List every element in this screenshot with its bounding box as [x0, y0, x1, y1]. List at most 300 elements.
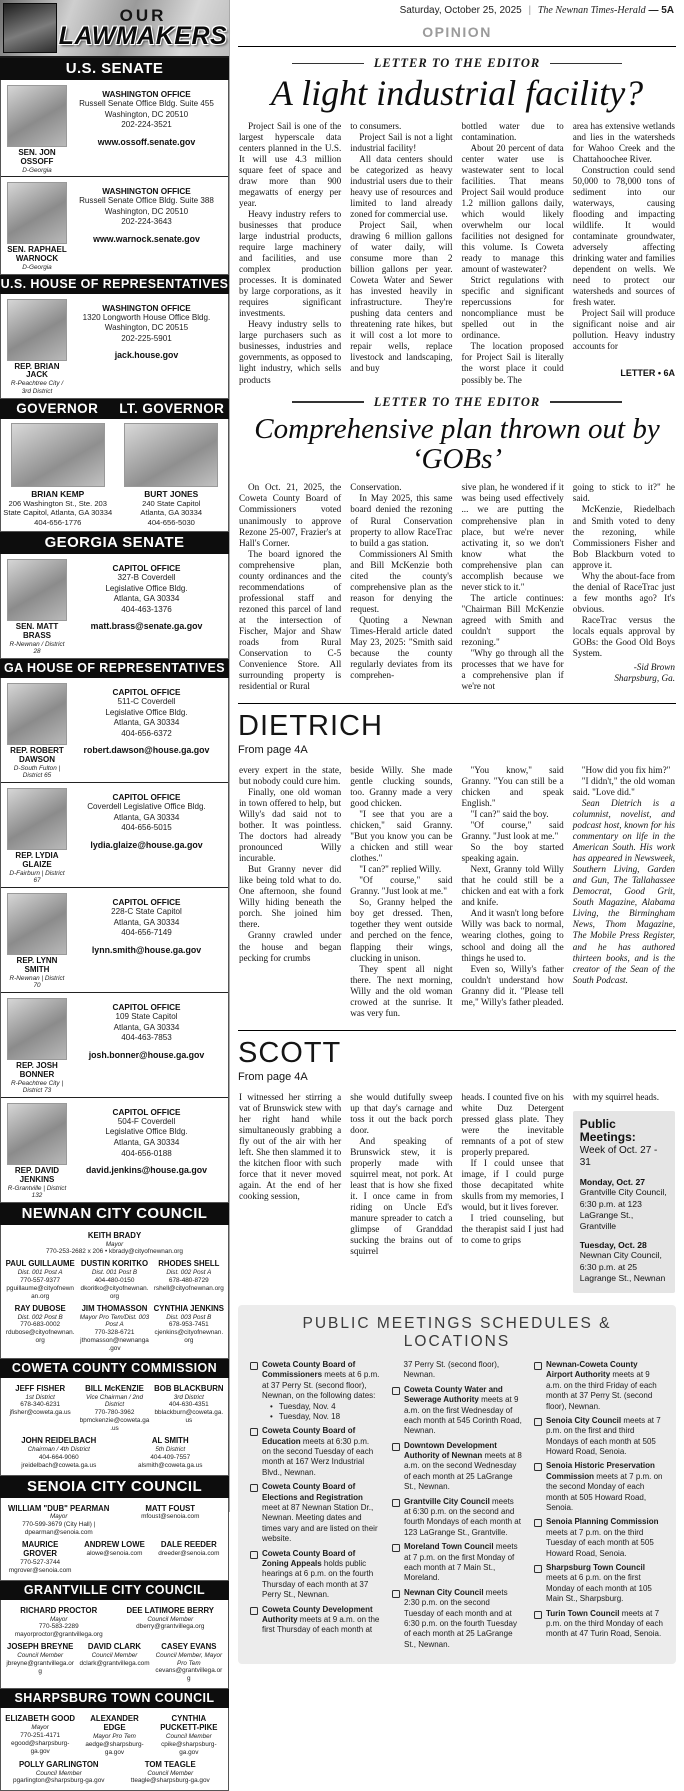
paragraph: Heavy industry sells to large purchasers such as businesses, industries and governments, as opposed to light industry, which sells products [239, 319, 342, 385]
member-name: CYNTHIA PUCKETT-PIKE [160, 1714, 218, 1733]
paragraph: sive plan, he wondered if it was being used effectively ... we are putting the comprehensive plan in place, but we're never activating it, so we don't know what the comprehensive plan can accomplish because we never stick to it." [461, 482, 564, 592]
schedules-column [392, 1360, 522, 1654]
member-contact-line: 770-251-4171 [20, 1731, 61, 1739]
official-name: SEN. RAPHAEL WARNOCK [7, 245, 67, 264]
checkbox-icon [534, 1611, 542, 1619]
official-entry [1, 554, 228, 658]
schedule-item [250, 1605, 380, 1636]
schedule-body-name: Senoia Historic Preservation Commission [546, 1461, 655, 1481]
text-columns [238, 765, 676, 1019]
member-role: Mayor [31, 1724, 49, 1732]
member-contact-line: 770-780-3962 [94, 1409, 135, 1417]
member-contact-line: 770-683-0002 [20, 1321, 61, 1329]
official-contact-line: Atlanta, GA 30334 [140, 508, 203, 518]
council-member [152, 1715, 226, 1756]
section-header: U.S. HOUSE OF REPRESENTATIVES [0, 275, 229, 294]
paragraph: Quoting a Newnan Times-Herald article dated May 23, 2025: "Smith said because the county regularly deviates from its comprehen- [350, 614, 453, 680]
schedule-item [534, 1609, 664, 1640]
member-contact-line: rshell@cityofnewnan.org [153, 1284, 224, 1292]
text-columns [238, 482, 676, 692]
official-photo-block [6, 788, 68, 885]
schedules-column [250, 1360, 380, 1654]
schedule-detail: meets at 7 p.m. on the first Monday of each month at 7 Main St., Moreland. [404, 1542, 518, 1583]
letter-kicker [238, 395, 676, 410]
official-photo-block [6, 893, 68, 990]
paragraph: I tried counseling, but the therapist said I just had to come to grips [461, 1213, 564, 1246]
paragraph: "Of course," said Granny. "Just look at me." [350, 875, 453, 897]
schedule-item [250, 1482, 380, 1544]
member-contact-line: dreeder@senoia.com [158, 1549, 220, 1557]
schedule-body-name: Newnan City Council [404, 1587, 484, 1597]
schedule-body-name: Coweta County Board of Education [262, 1426, 356, 1446]
official-party-district: R-Newnan / District 28 [9, 640, 65, 656]
signature-line: -Sid Brown [633, 661, 675, 672]
paragraph: every expert in the state, but nobody could cure him. [239, 765, 342, 787]
schedules-column [534, 1360, 664, 1654]
office-label: CAPITOL OFFICE [112, 564, 181, 574]
council-member [3, 1643, 77, 1683]
member-name: RICHARD PROCTOR [20, 1605, 98, 1615]
official-link: josh.bonner@house.ga.gov [88, 1049, 205, 1060]
schedule-item [250, 1549, 380, 1601]
member-contact-line: jreidelbach@coweta.ga.us [21, 1461, 97, 1469]
council-member [3, 1761, 115, 1786]
meeting-day: Monday, Oct. 27 [579, 1177, 646, 1188]
member-contact-line: pguillaume@cityofnewnan.org [6, 1284, 74, 1300]
schedule-item [392, 1542, 522, 1584]
member-role: 5th District [155, 1445, 186, 1453]
official-entry [1, 176, 228, 273]
member-contact-line: 770-557-9377 [20, 1276, 61, 1284]
paragraph: I witnessed her stirring a vat of Brunswick stew with her right hand while simultaneously grabbing a fly out of the air with her left. She then slammed it to the kitchen floor with such force that it never moved again. At the end of her cooking session, [239, 1091, 342, 1202]
council-row [3, 1643, 226, 1683]
official-link: www.warnock.senate.gov [93, 233, 200, 244]
meeting-day: Tuesday, Oct. 28 [579, 1240, 647, 1251]
schedule-item [250, 1360, 380, 1422]
official-contact-line: Washington, DC 20510 [104, 109, 189, 119]
member-contact-line: jbreyne@grantvillega.org [6, 1659, 74, 1675]
member-name: DEE LATIMORE BERRY [126, 1605, 214, 1615]
member-contact-line: dkoritko@cityofnewnan.org [80, 1284, 149, 1300]
paragraph: "Why go through all the processes that we have for a comprehensive plan if we're not [461, 647, 564, 691]
official-link: robert.dawson@house.ga.gov [83, 745, 210, 756]
member-role: Dist. 002 Post A [166, 1269, 212, 1277]
council-member [152, 1643, 226, 1683]
checkbox-icon [250, 1551, 258, 1559]
official-photo-block [6, 85, 68, 174]
schedule-text [404, 1542, 522, 1584]
official-entry [1, 782, 228, 887]
continued-column-scott [238, 1036, 676, 1293]
council-member [3, 1385, 77, 1433]
official-contact-block [68, 299, 225, 396]
checkbox-icon [534, 1362, 542, 1370]
official-contact-line: Atlanta, GA 30334 [113, 594, 180, 604]
official-contact-line: 109 State Capitol [115, 1011, 178, 1021]
council-row [3, 1305, 226, 1353]
official-contact-line: 228-C State Capitol [111, 907, 182, 917]
office-label: WASHINGTON OFFICE [102, 90, 191, 99]
paragraph: Project Sail is one of the largest hyperscale data centers planned in the U.S. It will use 4.3 million square feet of space and draw more than 900 megawatts of energy per year. [239, 120, 342, 209]
council-member [3, 1260, 77, 1301]
member-contact-line: alowe@senoia.com [86, 1549, 143, 1557]
text-column [350, 765, 452, 1019]
schedule-text [546, 1517, 664, 1559]
paragraph: Finally, one old woman in town offered to help, but Willy's dad said not to bother. It was pointless. The doctors had already pronounced Willy incurable. [239, 787, 342, 864]
official-party-district: D-Georgia [22, 166, 52, 174]
paragraph: Sean Dietrich is a columnist, novelist, and podcast host, known for his commentary on life in the American South. His work has appeared in Newsweek, Southern Living, Garden and Gun, The Tallahassee Democrat, Good Grit, South Magazine, Alabama Living, the Birmingham News, Thom Magazine, The Mobile Press Register, and he has authored thirteen books, and is the creator of the Sean of the South Podcast. [572, 798, 675, 985]
member-role: Council Member [17, 1652, 64, 1660]
member-name: DALE REEDER [160, 1540, 217, 1550]
official-contact-block [68, 998, 225, 1095]
schedule-text [404, 1441, 522, 1493]
official-contact-block [68, 559, 225, 656]
member-contact-line: 404-480-0150 [94, 1276, 135, 1284]
official-photo [7, 1103, 67, 1165]
official-contact-line: Atlanta, GA 30334 [113, 812, 180, 822]
paragraph: heads. I counted five on his white Duz Detergent pressed glass plate. They were the inevitable remnants of a pot of stew properly prepared. [461, 1091, 564, 1157]
section-header: SENOIA CITY COUNCIL [0, 1476, 229, 1498]
official-photo-block [6, 683, 68, 780]
official-entry [115, 423, 229, 529]
page-topline [238, 0, 676, 16]
public-meetings-title: Public Meetings: [579, 1116, 636, 1144]
member-name: BILL McKENZIE [85, 1383, 144, 1393]
section-body [0, 1378, 229, 1476]
section-body [0, 554, 229, 659]
schedule-text [404, 1385, 522, 1437]
continued-slug: SCOTT [238, 1036, 342, 1069]
official-contact-line: Russell Senate Office Bldg. Suite 388 [79, 196, 214, 206]
dateline: Saturday, October 25, 2025 [399, 5, 522, 16]
public-meetings-box [573, 1111, 675, 1293]
paragraph: They spent all night there. The next morning, Willy and the old woman crowed at the sunrise. It was very fun. [350, 963, 453, 1018]
schedule-body-name: Senoia City Council [546, 1415, 622, 1425]
schedule-item [534, 1461, 664, 1513]
checkbox-icon [534, 1519, 542, 1527]
paragraph: "I see that you are a chicken," said Granny. "But you know you can be a chicken and still wear clothes." [350, 809, 453, 864]
section-body [0, 294, 229, 399]
text-column [462, 121, 564, 386]
continuations-container [238, 703, 676, 1293]
member-role: Mayor Pro Tem/Dist. 003 Post A [79, 1313, 150, 1329]
section-label: OPINION [422, 24, 492, 40]
checkbox-icon [250, 1484, 258, 1492]
banner-our: OUR [119, 6, 167, 25]
schedule-text [546, 1609, 664, 1640]
official-contact-line: Atlanta, GA 30334 [113, 1022, 180, 1032]
official-party-district: R-Peachtree City / 3rd District [10, 380, 64, 395]
member-role: Dist. 003 Post B [166, 1313, 212, 1321]
schedule-body-name: Coweta County Water and Sewerage Authority [404, 1384, 503, 1405]
letters-container [238, 47, 676, 692]
official-contact-line: 404-463-7853 [121, 1033, 172, 1043]
member-name: ANDREW LOWE [84, 1540, 145, 1550]
from-page-label: From page 4A [238, 744, 308, 757]
schedule-text [262, 1360, 380, 1422]
schedule-body-name: Turin Town Council [546, 1608, 620, 1618]
schedule-body-name: Grantville City Council [404, 1496, 490, 1506]
official-contact-line: Atlanta, GA 30334 [113, 917, 180, 927]
official-photo-block [6, 299, 68, 396]
continued-column-dietrich [238, 712, 676, 1019]
paragraph: So the boy started speaking again. [461, 842, 564, 864]
schedule-body-name: Coweta County Development Authority [262, 1604, 373, 1624]
paragraph: About 20 percent of data center water use is wastewater sent to local facilities. That means Project Sail would produce 1.2 million gallons daily, which would likely overwhelm our local facilities not designed for this volume. Is Coweta ready to manage this amount of wastewater? [461, 142, 564, 275]
section-body [0, 1225, 229, 1359]
kicker-label: LETTER TO THE EDITOR [373, 56, 541, 70]
office-label: CAPITOL OFFICE [112, 1002, 181, 1012]
checkbox-icon [250, 1428, 258, 1436]
official-contact-line: 1320 Longworth House Office Bldg. [82, 312, 211, 322]
council-member [77, 1541, 151, 1575]
text-column [350, 121, 452, 386]
text-column [462, 1092, 564, 1293]
official-contact-line: Legislative Office Bldg. [105, 707, 188, 717]
official-contact-line: 504-F Coverdell [117, 1116, 176, 1126]
council-row [3, 1505, 226, 1538]
paragraph: And speaking of Brunswick stew, it is properly made with squirrel meat, not pork. At least that is how she fixed it. I once came in from riding on Uncle Ed's manure spreader to catch a glimpse of Granddad sucking the brains out of squirrel [350, 1135, 453, 1257]
member-contact-line: cpike@sharpsburg-ga.gov [161, 1740, 217, 1756]
council-body [1, 1378, 228, 1475]
paragraph: Construction could send 50,000 to 78,000 tons of sediment into our waterways, causing flooding and impacting wildlife. It would contaminate groundwater, adversely affecting drinking water and families dependent on wells. We need to protect our watersheds and sources of fresh water. [572, 164, 675, 308]
official-photo [7, 998, 67, 1060]
council-member [152, 1385, 226, 1433]
official-entry [1, 992, 228, 1097]
paragraph: "How did you fix him?" [581, 765, 671, 776]
member-contact-line: dberry@grantvillega.org [136, 1623, 205, 1631]
member-name: JIM THOMASSON [81, 1303, 148, 1313]
schedules-title: PUBLIC MEETINGS SCHEDULES & LOCATIONS [302, 1314, 612, 1350]
member-name: MAURICE GROVER [21, 1540, 59, 1558]
paragraph: beside Willy. She made gentle clucking sounds, too. Granny made a very good chicken. [350, 765, 453, 809]
public-meetings-schedules [238, 1305, 676, 1664]
schedule-body-name: Coweta County Board of Zoning Appeals [262, 1548, 356, 1568]
paragraph: to consumers. [350, 120, 402, 131]
member-contact-line: bpmckenzie@coweta.ga.us [79, 1417, 150, 1433]
member-contact-line: egood@sharpsburg-ga.gov [10, 1739, 70, 1755]
member-role: Mayor [50, 1615, 68, 1623]
council-member [3, 1232, 226, 1257]
member-contact-line: pgarlington@sharpsburg-ga.gov [13, 1777, 105, 1785]
continued-slug: DIETRICH [238, 710, 383, 743]
official-photo [11, 423, 105, 487]
member-name: RAY DUBOSE [14, 1303, 66, 1313]
official-contact-line: Coverdell Legislative Office Bldg. [87, 802, 206, 812]
council-member [3, 1305, 77, 1353]
member-contact-line: mgrover@senoia.com [8, 1566, 72, 1574]
schedule-text [262, 1482, 380, 1544]
letter-to-the-editor [238, 386, 676, 692]
member-role: 3rd District [173, 1393, 204, 1401]
member-name: JOSEPH BREYNE [7, 1642, 74, 1652]
text-column [462, 482, 564, 692]
paragraph: All data centers should be categorized as heavy industrial users due to their heavy use of resources and limited to land already zoned for commercial use. [350, 153, 453, 220]
bullet-text: Tuesday, Nov. 18 [278, 1411, 341, 1421]
paragraph: RaceTrac versus the locals equals approval by GOBs: the Good Old Boys System. [572, 614, 675, 658]
our-lawmakers-banner [0, 0, 229, 58]
official-photo [7, 683, 67, 745]
text-column [573, 121, 675, 386]
council-row [3, 1541, 226, 1575]
official-contact-line: 404-656-0188 [121, 1148, 172, 1158]
schedule-detail: meets at 9 a.m. on the third Friday of each month at 37 Perry St. (second floor), Newnan. [546, 1370, 657, 1411]
member-name: DAVID CLARK [87, 1642, 142, 1652]
jump-line: LETTER • 6A [620, 368, 675, 379]
schedule-text [262, 1426, 380, 1478]
official-contact-line: 404-656-1776 [34, 518, 82, 528]
schedule-item [534, 1360, 664, 1412]
council-member [77, 1643, 151, 1683]
schedule-item [534, 1517, 664, 1559]
letter-to-the-editor [238, 47, 676, 386]
schedule-detail: meets at 6 p.m. on the first Monday of each month at 105 Main St., Sharpsburg. [546, 1573, 652, 1604]
schedule-detail: meets at 8 a.m. on the second Wednesday of each month at 25 LaGrange St., Newnan. [404, 1451, 522, 1492]
council-body [1, 1498, 228, 1580]
schedule-text [404, 1497, 522, 1539]
council-member [115, 1607, 227, 1640]
member-contact-line: 404-630-4351 [168, 1401, 209, 1409]
member-role: Mayor Pro Tem [93, 1733, 136, 1741]
official-photo [7, 85, 67, 147]
member-contact-line: 770-599-3679 (City Hall) | dpearman@senoia.com [22, 1521, 96, 1537]
paragraph: So, Granny helped the boy get dressed. Then, together they went outside and perched on the fence, flapping their wings, clucking in unison. [350, 897, 453, 963]
meeting-desc: Newnan City Council, 6:30 p.m. at 25 Lagrange St., Newnan [579, 1250, 666, 1283]
member-role: 1st District [25, 1393, 55, 1401]
official-entry [1, 887, 228, 992]
section-header: COWETA COUNTY COMMISSION [0, 1359, 229, 1378]
official-photo [7, 182, 67, 244]
member-contact-line: 678-953-7451 [168, 1321, 209, 1329]
section-header: NEWNAN CITY COUNCIL [0, 1203, 229, 1225]
member-contact-line: 678-340-6231 [20, 1401, 61, 1409]
banner-text [57, 7, 229, 49]
paragraph: "I didn't," the old woman said. "Love did." [572, 776, 675, 798]
section-divider-rule [238, 1030, 676, 1031]
opinion-main [230, 0, 684, 1649]
letter-headline: A light industrial facility? [270, 73, 644, 113]
council-member [152, 1305, 226, 1353]
paragraph: with my squirrel heads. [572, 1091, 659, 1102]
official-name: REP. BRIAN JACK [14, 361, 60, 380]
member-name: POLLY GARLINGTON [18, 1759, 99, 1769]
official-name: BRIAN KEMP [31, 488, 85, 499]
schedule-detail: holds public hearings at 6 p.m. on the fourth Thursday of each month at 37 Perry St., Newnan. [262, 1559, 374, 1600]
official-name: SEN. MATT BRASS [15, 622, 59, 640]
text-column [350, 482, 452, 692]
official-photo [7, 559, 67, 621]
official-contact-line: Washington, DC 20515 [104, 323, 189, 333]
section-header: U.S. SENATE [0, 58, 229, 80]
paragraph: The location proposed for Project Sail is literally the worst place it could possibly be. The [461, 341, 564, 385]
council-member [152, 1541, 226, 1575]
member-contact-line: rdubose@cityofnewnan.org [5, 1329, 75, 1345]
text-column [239, 1092, 341, 1293]
council-member [115, 1437, 227, 1470]
official-contact-block [68, 893, 225, 990]
member-name: DUSTIN KORITKO [80, 1259, 149, 1269]
member-role: Council Member [165, 1733, 212, 1741]
schedule-text [546, 1461, 664, 1513]
member-name: PAUL GUILLAUME [5, 1259, 75, 1269]
council-member [77, 1715, 151, 1756]
official-contact-line: State Capitol, Atlanta, GA 30334 [3, 508, 113, 518]
official-contact-line: Atlanta, GA 30334 [113, 1137, 180, 1147]
member-name: MATT FOUST [145, 1503, 196, 1513]
bullet-text: Tuesday, Nov. 4 [278, 1401, 336, 1411]
section-header: LT. GOVERNOR [115, 399, 230, 419]
council-row [3, 1437, 226, 1470]
official-contact-block [68, 85, 225, 174]
from-page-label: From page 4A [238, 1070, 308, 1083]
kicker-label: LETTER TO THE EDITOR [373, 394, 541, 409]
official-name: SEN. JON OSSOFF [18, 148, 56, 166]
official-contact-line: 206 Washington St., Ste. 203 [8, 498, 107, 508]
official-contact-line: Washington, DC 20510 [104, 206, 189, 216]
schedule-detail: meets at 9 a.m. on the first Wednesday of each month at 545 Corinth Road, Newnan. [404, 1395, 522, 1436]
member-contact-line: 770-583-2289 [38, 1623, 79, 1631]
member-contact-line: 770-328-6721 [94, 1328, 135, 1336]
section-divider-rule [238, 703, 676, 704]
checkbox-icon [534, 1463, 542, 1471]
text-column [573, 482, 675, 692]
schedule-detail: meets at 6:30 p.m. on the second and fourth Mondays of each month at 123 LaGrange St., Grantville. [404, 1496, 521, 1537]
dual-section-headers [0, 399, 229, 419]
text-column [350, 1092, 452, 1293]
banner-lawmakers: LAWMAKERS [58, 22, 228, 50]
official-contact-line: Legislative Office Bldg. [105, 1127, 188, 1137]
paragraph: "I can?" said the boy. [470, 809, 549, 820]
member-name: KEITH BRADY [87, 1230, 142, 1240]
member-contact-line: jthomasson@newnanga.gov [80, 1336, 149, 1352]
member-contact-line: alsmith@coweta.ga.us [138, 1461, 203, 1469]
paragraph: McKenzie, Riedelbach and Smith voted to deny the rezoning, while Commissioners Fisher and Bob Blackburn voted to approve it. [572, 504, 675, 570]
official-party-district: R-Peachtree City | District 73 [10, 1079, 64, 1095]
text-column [239, 121, 341, 386]
office-label: CAPITOL OFFICE [112, 688, 181, 698]
official-name: REP. LYNN SMITH [16, 956, 58, 974]
schedule-body-name: Coweta County Board of Elections and Registration [262, 1482, 363, 1502]
checkbox-icon [534, 1565, 542, 1573]
paragraph: Granny crawled under the house and began pecking for crumbs [239, 930, 342, 963]
section-body [0, 1708, 229, 1791]
schedule-bullet [262, 1402, 380, 1412]
council-member [3, 1715, 77, 1756]
schedule-body-name: Coweta County Board of Commissioners [262, 1359, 356, 1380]
official-name: REP. DAVID JENKINS [14, 1165, 60, 1184]
council-member [3, 1505, 115, 1538]
member-name: TOM TEAGLE [144, 1759, 196, 1769]
section-body [0, 1498, 229, 1581]
kicker-rule [292, 401, 364, 403]
section-body [0, 678, 229, 1203]
paragraph: Next, Granny told Willy that he could still be a chicken and eat with a fork and knife. [461, 864, 564, 908]
official-contact-line: Atlanta, GA 30334 [113, 718, 180, 728]
council-member [77, 1385, 151, 1433]
public-meetings-subtitle: Week of Oct. 27 - 31 [579, 1145, 658, 1169]
schedule-detail: meets at 7 p.m. on the first and third Mondays of each month at 505 Howard Road, Senoia. [546, 1415, 661, 1457]
text-column [573, 765, 675, 1019]
member-name: JOHN REIDELBACH [21, 1436, 97, 1446]
paragraph: bottled water due to contamination. [461, 120, 564, 142]
member-role: Council Member [147, 1615, 194, 1623]
schedule-item [250, 1426, 380, 1478]
official-link: lydia.glaize@house.ga.gov [90, 839, 203, 850]
official-party-district: R-Grantville | District 132 [7, 1184, 67, 1200]
official-name: REP. ROBERT DAWSON [10, 746, 64, 764]
member-role: Mayor [50, 1513, 68, 1521]
council-body [1, 1708, 228, 1790]
